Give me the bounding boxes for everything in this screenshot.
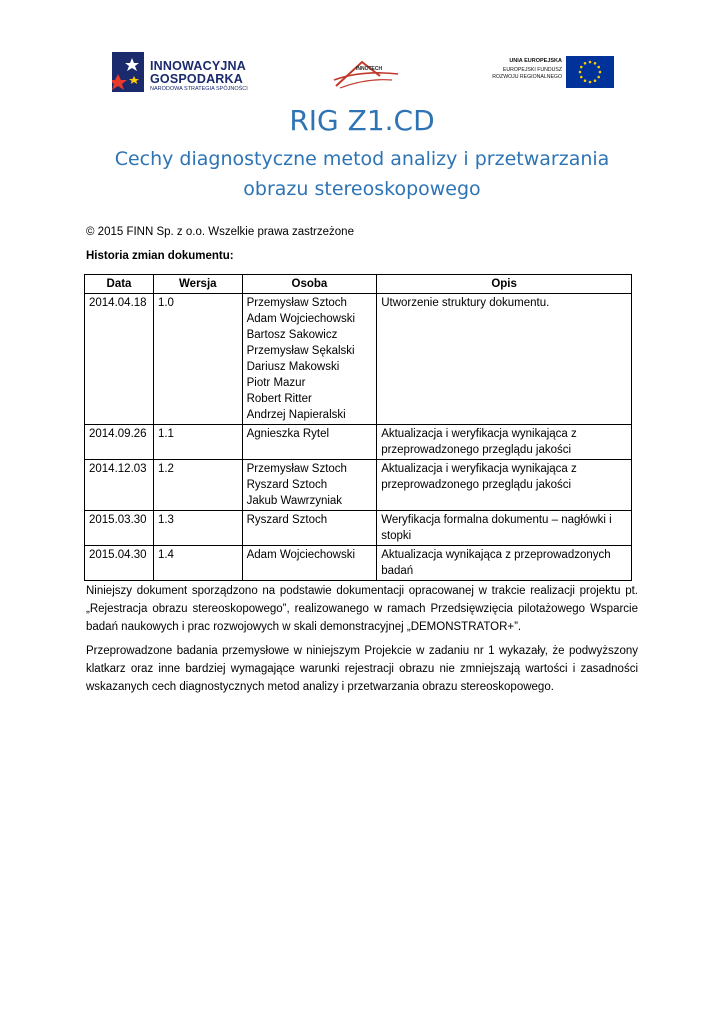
eu-flag-icon	[566, 56, 614, 88]
cell-description: Utworzenie struktury dokumentu.	[377, 294, 632, 425]
person-name: Przemysław Sztoch	[246, 297, 347, 309]
eu-text-line3: ROZWOJU REGIONALNEGO	[492, 74, 562, 80]
table-header-row	[85, 275, 632, 294]
table-row	[85, 425, 632, 460]
cell-date: 2015.03.30	[85, 511, 154, 546]
innotech-logo	[332, 56, 402, 92]
person-name: Ryszard Sztoch	[246, 479, 328, 491]
table-row	[85, 546, 632, 581]
body-paragraph-1: Niniejszy dokument sporządzono na podstawie dokumentacji opracowanej w trakcie realizacji projektu pt. „Rejestracja obrazu stereoskopowego”, realizowanego w ramach Przedsięwzięcia pilotażowego Wsparcie badań naukowych i prac rozwojowych w skali demonstracyjnej „DEMONSTRATOR+”.	[86, 585, 638, 633]
header-date: Data	[85, 275, 154, 294]
cell-description: Aktualizacja wynikająca z przeprowadzonych badań	[377, 546, 632, 581]
header-person: Osoba	[242, 275, 377, 294]
person-name: Przemysław Sztoch	[246, 463, 347, 475]
person-name: Bartosz Sakowicz	[246, 329, 338, 341]
ig-name-line1: INNOWACYJNA	[150, 59, 246, 73]
eu-text-line2: EUROPEJSKI FUNDUSZ	[502, 67, 562, 73]
cell-version: 1.2	[153, 460, 242, 511]
cell-persons	[242, 460, 377, 511]
person-name: Adam Wojciechowski	[246, 549, 356, 561]
history-heading: Historia zmian dokumentu:	[86, 250, 234, 262]
header-description: Opis	[377, 275, 632, 294]
cell-description: Weryfikacja formalna dokumentu – nagłówki i stopki	[377, 511, 632, 546]
cell-date: 2014.12.03	[85, 460, 154, 511]
history-table	[84, 274, 632, 581]
cell-version: 1.1	[153, 425, 242, 460]
copyright-notice: © 2015 FINN Sp. z o.o. Wszelkie prawa zastrzeżone	[86, 226, 354, 238]
cell-persons	[242, 425, 377, 460]
cell-description: Aktualizacja i weryfikacja wynikająca z przeprowadzonego przeglądu jakości	[377, 460, 632, 511]
person-name: Przemysław Sękalski	[246, 345, 355, 357]
cell-date: 2014.09.26	[85, 425, 154, 460]
person-name: Adam Wojciechowski	[246, 313, 356, 325]
ig-name-line2: GOSPODARKA	[150, 72, 243, 86]
person-name: Jakub Wawrzyniak	[246, 495, 343, 507]
eu-logo	[486, 56, 614, 92]
innotech-text: INNOTECH	[356, 66, 383, 72]
body-paragraph-2: Przeprowadzone badania przemysłowe w niniejszym Projekcie w zadaniu nr 1 wykazały, że podwyższony klatkarz oraz inne bardziej wymagające warunki rejestracji obrazu nie zmniejszają wartości i zasadności wskazanych cech diagnostycznych metod analizy i przetwarzania obrazu stereoskopowego.	[86, 645, 638, 693]
cell-version: 1.4	[153, 546, 242, 581]
cell-persons	[242, 511, 377, 546]
cell-date: 2014.04.18	[85, 294, 154, 425]
innotech-swoosh-icon	[332, 56, 402, 92]
cell-persons	[242, 294, 377, 425]
cell-persons	[242, 546, 377, 581]
person-name: Robert Ritter	[246, 393, 312, 405]
innowacyjna-gospodarka-logo	[112, 46, 262, 98]
cell-version: 1.0	[153, 294, 242, 425]
table-row	[85, 511, 632, 546]
document-title: RIG Z1.CD	[289, 104, 435, 137]
table-row	[85, 460, 632, 511]
ig-star-icon	[112, 52, 144, 92]
person-name: Dariusz Makowski	[246, 361, 340, 373]
person-name: Andrzej Napieralski	[246, 409, 346, 421]
header-logos	[112, 46, 640, 102]
person-name: Ryszard Sztoch	[246, 514, 328, 526]
person-name: Agnieszka Rytel	[246, 428, 330, 440]
eu-text-line1: UNIA EUROPEJSKA	[509, 58, 562, 64]
cell-version: 1.3	[153, 511, 242, 546]
header-version: Wersja	[153, 275, 242, 294]
document-subtitle: Cechy diagnostyczne metod analizy i przetwarzania obrazu stereoskopowego	[114, 148, 610, 200]
person-name: Piotr Mazur	[246, 377, 306, 389]
ig-subtitle: NARODOWA STRATEGIA SPÓJNOŚCI	[150, 86, 248, 92]
cell-date: 2015.04.30	[85, 546, 154, 581]
table-row	[85, 294, 632, 425]
cell-description: Aktualizacja i weryfikacja wynikająca z przeprowadzonego przeglądu jakości	[377, 425, 632, 460]
